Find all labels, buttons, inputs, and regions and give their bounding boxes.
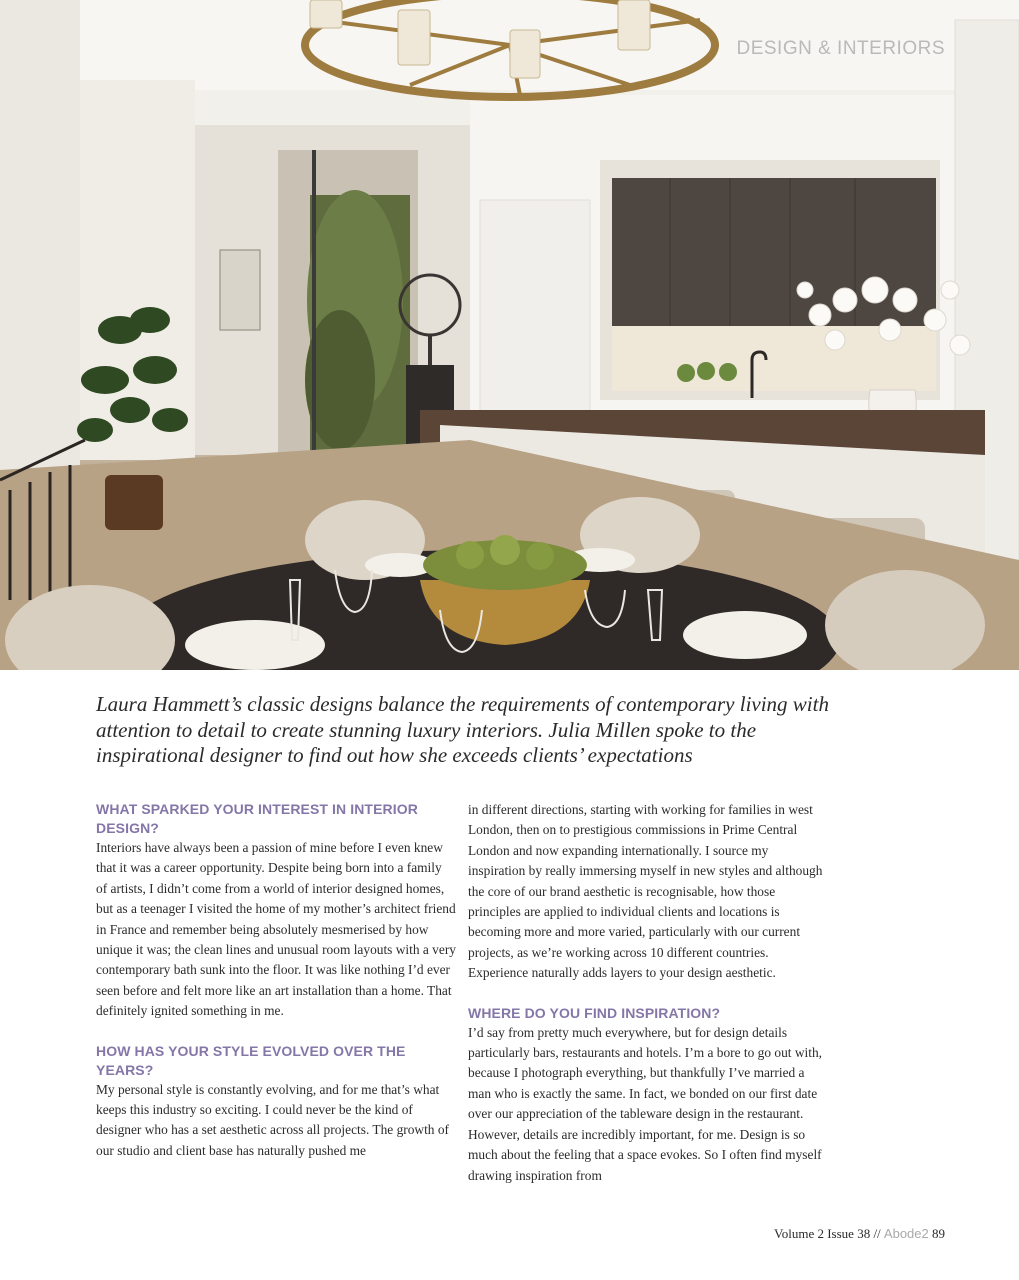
- answer-paragraph: I’d say from pretty much everywhere, but for design details particularly bars, restaurants and hotels. I’m a bore to go out with, because I photograph everything, but thankfully I’ve married a man who is exactly the same. In fact, we bonded on our first date over our appreciation of the tableware design in the restaurant. However, details are incredibly important, for me. Design is so much about the feeling that a space evokes. So I often find myself drawing inspiration from: [468, 1024, 823, 1183]
- article-column-left: [96, 800, 456, 1161]
- issue-label: Volume 2 Issue 38 //: [774, 1226, 881, 1241]
- brand-name: Abode2: [883, 1226, 929, 1241]
- question-heading: HOW HAS YOUR STYLE EVOLVED OVER THE YEARS?: [96, 1042, 406, 1078]
- standfirst: Laura Hammett’s classic designs balance the requirements of contemporary living with attention to detail to create stunning luxury interiors. Julia Millen spoke to the inspirational designer to find out how she exceeds clients’ expectations: [96, 692, 829, 767]
- answer-paragraph: My personal style is constantly evolving, and for me that’s what keeps this industry so exciting. I could never be the kind of designer who has a set aesthetic across all projects. The growth of our studio and client base has naturally pushed me: [96, 1081, 450, 1158]
- page-folio: [774, 1226, 945, 1242]
- section-label: DESIGN & INTERIORS: [736, 38, 945, 59]
- question-heading: WHAT SPARKED YOUR INTEREST IN INTERIOR DESIGN?: [96, 801, 418, 836]
- page-number: 89: [932, 1226, 945, 1241]
- answer-paragraph: in different directions, starting with working for families in west London, then on to prestigious commissions in Prime Central London and now expanding internationally. I source my inspiration by really immersing myself in new styles and although the core of our brand aesthetic is recognisable, how those principles are applied to individual clients and locations is becoming more and more varied, particularly with our current projects, as we’re working across 10 different countries. Experience naturally adds layers to your design aesthetic.: [468, 802, 823, 981]
- article-column-right: [468, 800, 828, 1186]
- question-heading: WHERE DO YOU FIND INSPIRATION?: [468, 1004, 721, 1021]
- answer-paragraph: Interiors have always been a passion of mine before I even knew that it was a career opportunity. Despite being born into a family of artists, I didn’t come from a world of interior designed homes, but as a teenager I visited the home of my mother’s architect friend in France and remember being absolutely mesmerised by how unique it was; the clean lines and unusual room layouts with a very contemporary bath sunk into the floor. It was like nothing I’d ever seen before and felt more like an art installation than a home. That definitely ignited something in me.: [96, 840, 456, 1019]
